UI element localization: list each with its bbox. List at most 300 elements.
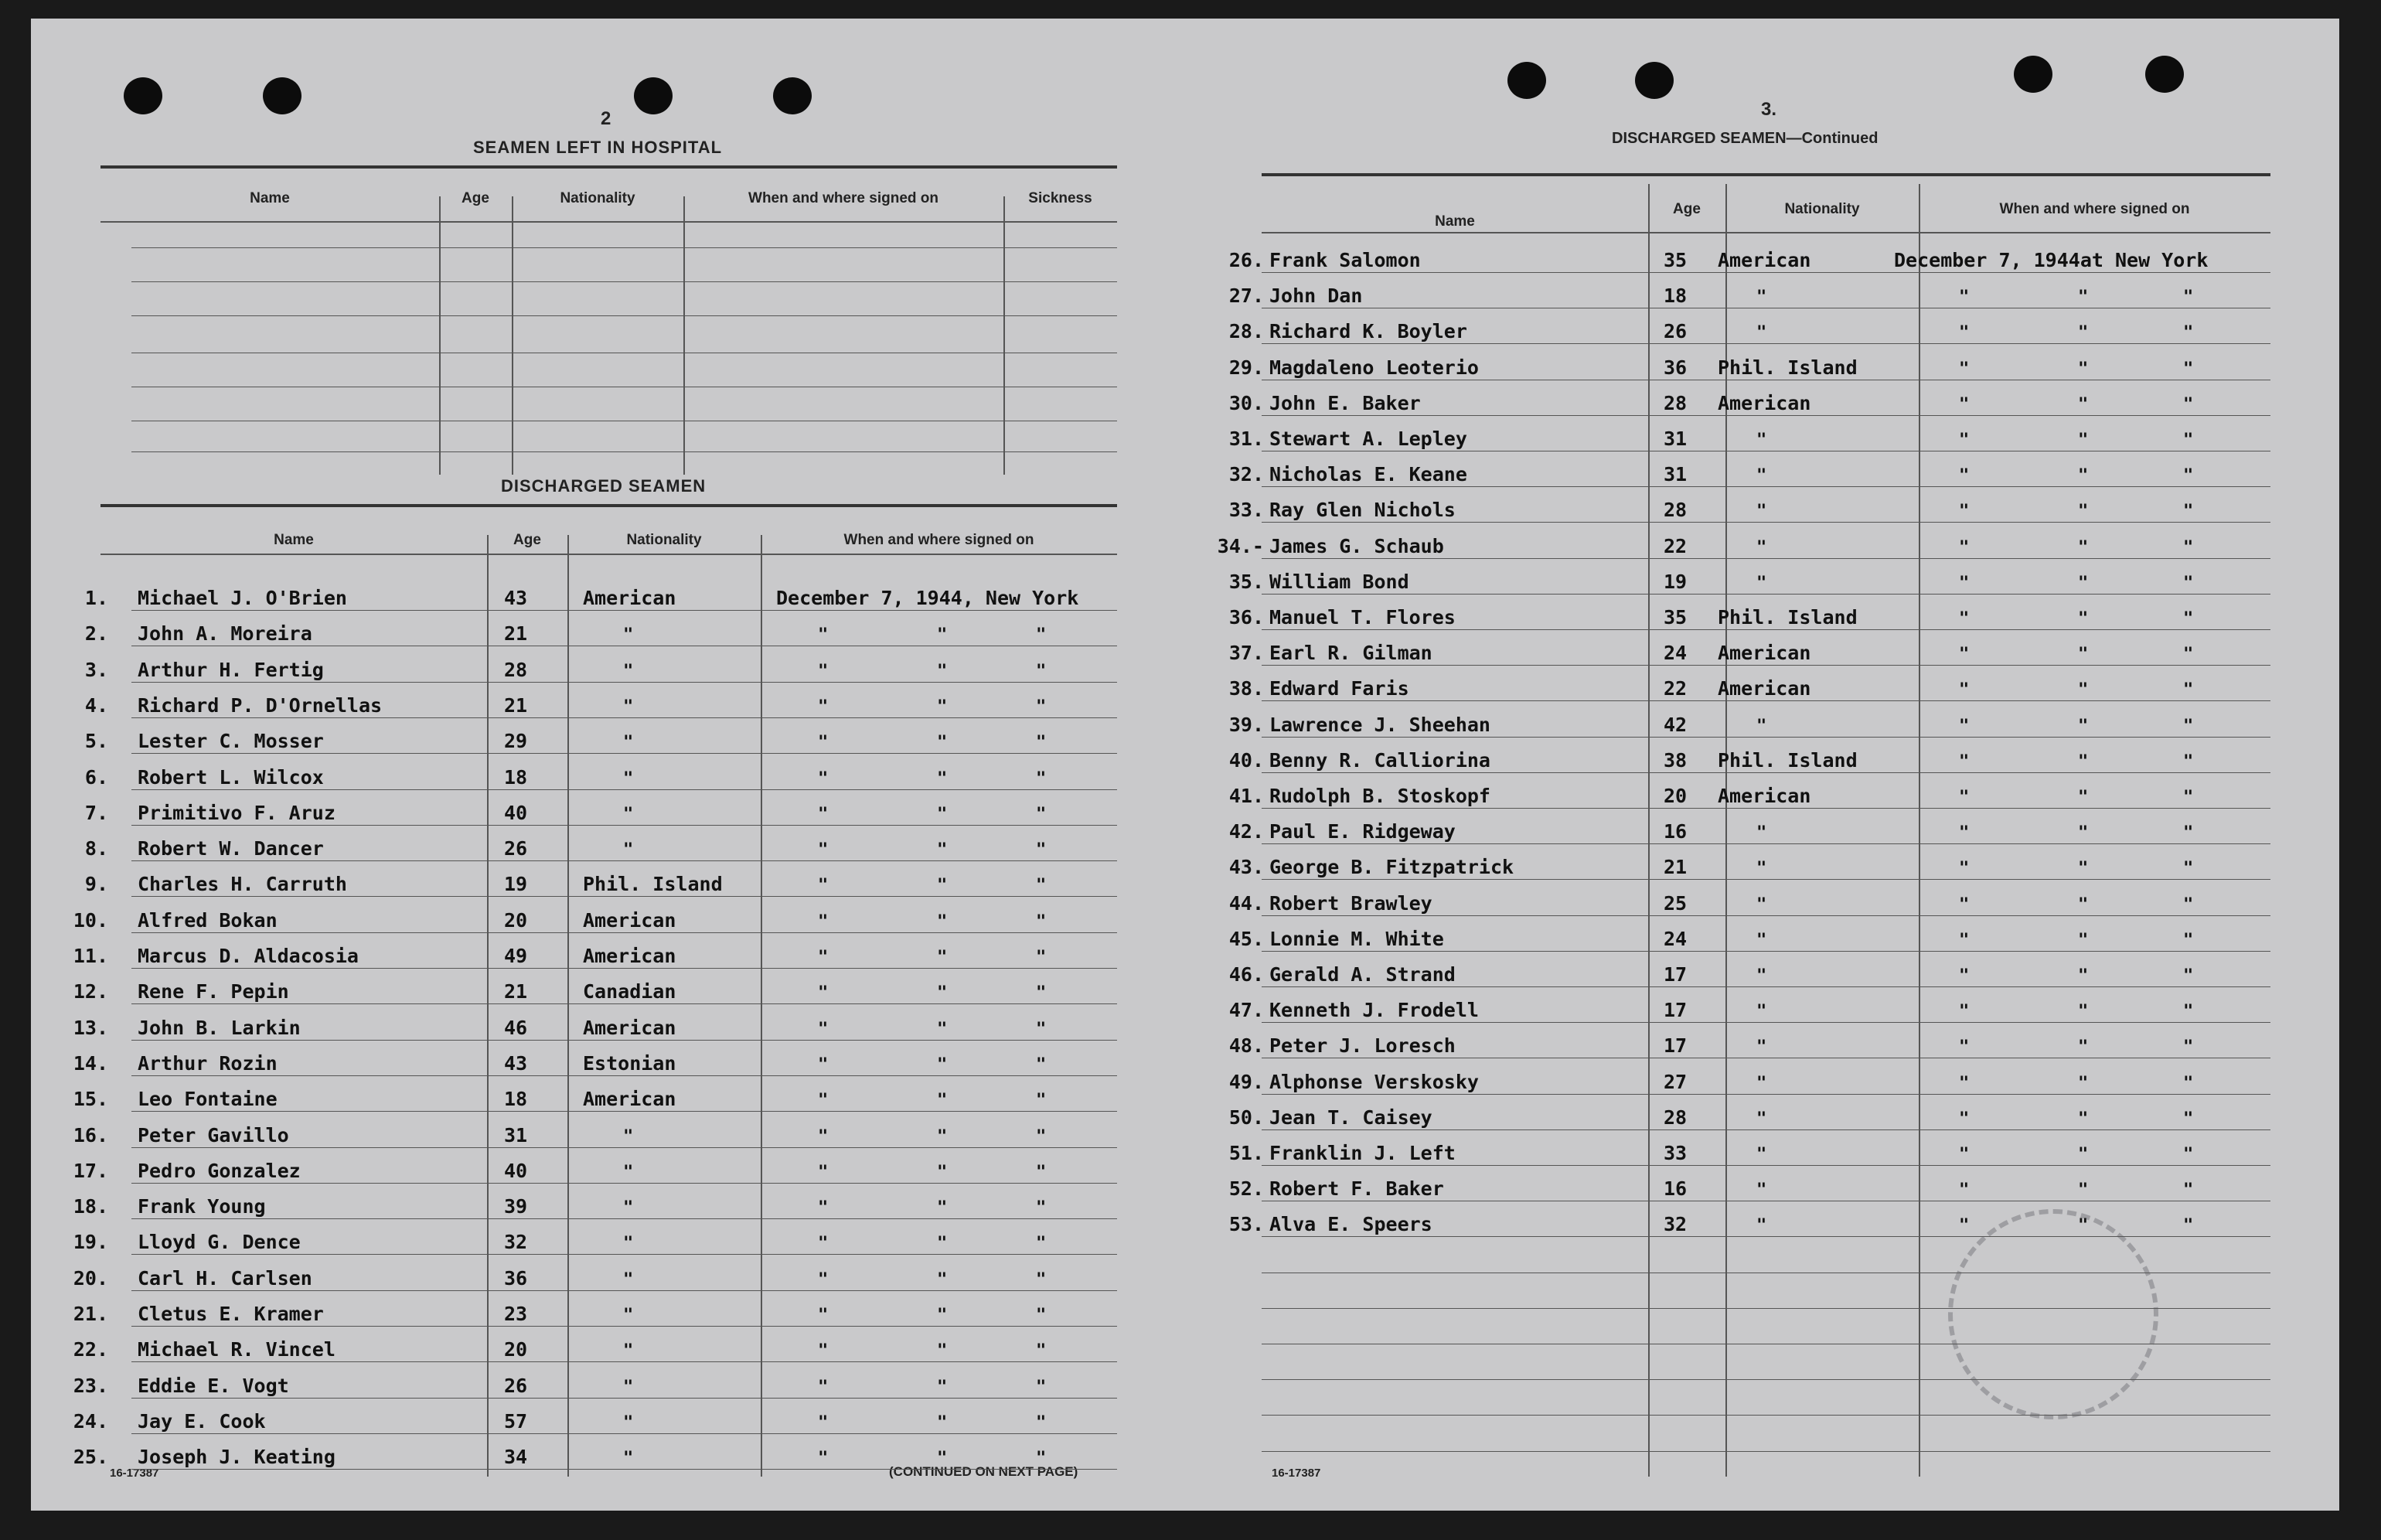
- ditto-mark: ": [937, 983, 948, 1003]
- row-number: 43.: [1228, 856, 1264, 879]
- ditto-mark: ": [818, 840, 829, 860]
- seaman-age: 27: [1664, 1070, 1688, 1093]
- seaman-age: 24: [1664, 927, 1688, 950]
- table-rule: [131, 247, 1117, 248]
- ditto-mark: ": [1756, 573, 1767, 593]
- ditto-mark: ": [1036, 1306, 1047, 1325]
- row-number: 21.: [73, 1303, 108, 1325]
- row-rule: [131, 968, 1117, 969]
- seaman-age: 21: [1664, 856, 1688, 879]
- row-rule: [1262, 558, 2270, 559]
- seaman-age: 21: [504, 693, 528, 717]
- ditto-mark: ": [1756, 1002, 1767, 1022]
- table-rule: [131, 451, 1117, 452]
- row-rule: [131, 753, 1117, 754]
- row-rule: [1262, 594, 2270, 595]
- ditto-mark: ": [1959, 859, 1970, 879]
- header-signed-on: When and where signed on: [748, 190, 938, 206]
- ditto-mark: ": [2078, 1037, 2089, 1058]
- ditto-mark: ": [818, 948, 829, 967]
- seaman-name: John Dan: [1269, 284, 1363, 308]
- row-number: 14.: [73, 1051, 108, 1075]
- row-number: 36.: [1228, 606, 1264, 629]
- row-number: 32.: [1228, 463, 1264, 486]
- seaman-age: 26: [504, 1374, 528, 1397]
- ditto-mark: ": [1036, 804, 1047, 824]
- row-number: 11.: [73, 945, 108, 967]
- ditto-mark: ": [1959, 680, 1970, 700]
- ditto-mark: ": [937, 1054, 948, 1075]
- ditto-mark: ": [1959, 1109, 1970, 1129]
- row-number: 24.: [73, 1409, 108, 1433]
- row-rule: [131, 1040, 1117, 1041]
- punch-hole: [2145, 56, 2184, 93]
- seaman-age: 31: [1664, 463, 1688, 486]
- ditto-mark: ": [818, 1341, 829, 1361]
- ditto-mark: ": [2078, 1145, 2089, 1164]
- ditto-mark: ": [1036, 1341, 1047, 1361]
- row-number: 25.: [73, 1446, 108, 1469]
- ditto-mark: ": [818, 1269, 829, 1290]
- ditto-mark: ": [818, 1162, 829, 1182]
- ditto-mark: ": [818, 804, 829, 824]
- ditto-mark: ": [1036, 1234, 1047, 1254]
- seaman-nationality: American: [1718, 249, 1811, 271]
- ditto-mark: ": [1036, 1377, 1047, 1397]
- seaman-nationality: Phil. Island: [1718, 748, 1858, 772]
- row-rule: [131, 1326, 1117, 1327]
- header-nationality: Nationality: [1784, 201, 1860, 217]
- form-number: 16-17387: [110, 1467, 159, 1480]
- ditto-mark: ": [623, 661, 634, 681]
- seaman-age: 24: [1664, 642, 1688, 665]
- seaman-name: Robert W. Dancer: [138, 837, 324, 860]
- ditto-mark: ": [818, 983, 829, 1003]
- seaman-age: 31: [1664, 428, 1688, 450]
- row-number: 44.: [1228, 891, 1264, 915]
- row-rule: [1262, 737, 2270, 738]
- ditto-mark: ": [2183, 466, 2194, 486]
- ditto-mark: ": [1756, 1216, 1767, 1236]
- seaman-age: 32: [504, 1231, 528, 1254]
- ditto-mark: ": [1036, 1091, 1047, 1111]
- ditto-mark: ": [937, 1377, 948, 1397]
- ditto-mark: ": [1756, 930, 1767, 950]
- row-number: 29.: [1228, 356, 1264, 379]
- row-number: 12.: [73, 980, 108, 1003]
- ditto-mark: ": [2183, 394, 2194, 414]
- form-number: 16-17387: [1272, 1467, 1321, 1480]
- row-rule: [131, 682, 1117, 683]
- ditto-mark: ": [937, 1198, 948, 1218]
- row-number: 2.: [84, 622, 108, 646]
- ditto-mark: ": [623, 840, 634, 860]
- row-number: 31.: [1228, 428, 1264, 450]
- row-rule: [131, 610, 1117, 611]
- seaman-nationality: American: [583, 945, 676, 967]
- seaman-age: 28: [1664, 1106, 1688, 1129]
- row-rule: [1262, 772, 2270, 773]
- row-rule: [131, 1183, 1117, 1184]
- row-rule: [1262, 843, 2270, 844]
- ditto-mark: ": [1959, 609, 1970, 629]
- table-rule: [131, 281, 1117, 282]
- ditto-mark: ": [2078, 1181, 2089, 1201]
- seaman-age: 26: [1664, 320, 1688, 343]
- signed-on: December 7, 1944, New York: [776, 587, 1079, 609]
- ditto-mark: ": [2183, 788, 2194, 807]
- seaman-name: Franklin J. Left: [1269, 1142, 1456, 1164]
- row-number: 27.: [1228, 284, 1264, 308]
- ditto-mark: ": [2078, 859, 2089, 879]
- seaman-nationality: Phil. Island: [1718, 606, 1858, 629]
- seaman-nationality: American: [1718, 785, 1811, 807]
- rule: [100, 554, 1117, 555]
- ditto-mark: ": [623, 1234, 634, 1254]
- ditto-mark: ": [623, 1341, 634, 1361]
- row-rule: [1262, 986, 2270, 987]
- ditto-mark: ": [818, 1234, 829, 1254]
- header-age: Age: [1673, 201, 1701, 217]
- ditto-mark: ": [818, 1377, 829, 1397]
- seaman-age: 43: [504, 1051, 528, 1075]
- ditto-mark: ": [818, 1306, 829, 1325]
- seaman-nationality: American: [1718, 642, 1811, 665]
- ditto-mark: ": [937, 1269, 948, 1290]
- ditto-mark: ": [1756, 859, 1767, 879]
- ditto-mark: ": [1959, 502, 1970, 522]
- column-divider: [567, 535, 569, 1477]
- ditto-mark: ": [937, 804, 948, 824]
- ditto-mark: ": [1959, 966, 1970, 986]
- seaman-name: Arthur H. Fertig: [138, 658, 324, 681]
- ditto-mark: ": [623, 1377, 634, 1397]
- row-rule: [1262, 808, 2270, 809]
- ditto-mark: ": [2078, 394, 2089, 414]
- ditto-mark: ": [1756, 466, 1767, 486]
- seaman-name: William Bond: [1269, 570, 1409, 593]
- row-rule: [131, 1218, 1117, 1219]
- ditto-mark: ": [2078, 288, 2089, 308]
- ditto-mark: ": [818, 1126, 829, 1146]
- row-number: 13.: [73, 1016, 108, 1039]
- row-rule: [131, 825, 1117, 826]
- seaman-name: Richard K. Boyler: [1269, 320, 1467, 343]
- row-rule: [131, 789, 1117, 790]
- seaman-age: 40: [504, 801, 528, 824]
- ditto-mark: ": [1756, 1109, 1767, 1129]
- seaman-name: Lloyd G. Dence: [138, 1231, 301, 1254]
- seaman-age: 26: [504, 837, 528, 860]
- row-number: 38.: [1228, 677, 1264, 700]
- seaman-name: Kenneth J. Frodell: [1269, 999, 1479, 1022]
- ditto-mark: ": [1959, 930, 1970, 950]
- seaman-age: 46: [504, 1016, 528, 1039]
- ditto-mark: ": [818, 625, 829, 646]
- seaman-name: Leo Fontaine: [138, 1088, 278, 1111]
- ditto-mark: ": [937, 1341, 948, 1361]
- ditto-mark: ": [937, 1306, 948, 1325]
- ditto-mark: ": [1959, 1216, 1970, 1236]
- seaman-name: Rene F. Pepin: [138, 980, 289, 1003]
- seaman-nationality: American: [583, 1088, 676, 1111]
- ditto-mark: ": [2078, 609, 2089, 629]
- seaman-age: 32: [1664, 1213, 1688, 1236]
- seaman-age: 18: [504, 765, 528, 789]
- row-number: 48.: [1228, 1034, 1264, 1058]
- row-rule: [1262, 665, 2270, 666]
- ditto-mark: ": [818, 876, 829, 896]
- empty-row-rule: [1262, 1379, 2270, 1380]
- seaman-nationality: Phil. Island: [1718, 356, 1858, 379]
- ditto-mark: ": [2183, 751, 2194, 772]
- ditto-mark: ": [1756, 966, 1767, 986]
- row-rule: [131, 1361, 1117, 1362]
- ditto-mark: ": [1959, 788, 1970, 807]
- column-divider: [683, 196, 685, 475]
- row-number: 47.: [1228, 999, 1264, 1022]
- row-number: 42.: [1228, 820, 1264, 843]
- row-number: 16.: [73, 1123, 108, 1146]
- ditto-mark: ": [2078, 323, 2089, 343]
- seaman-name: Carl H. Carlsen: [138, 1266, 312, 1290]
- seaman-name: Robert Brawley: [1269, 891, 1432, 915]
- punch-hole: [773, 77, 812, 114]
- ditto-mark: ": [818, 1198, 829, 1218]
- ditto-mark: ": [2078, 966, 2089, 986]
- seaman-name: Alphonse Verskosky: [1269, 1070, 1479, 1093]
- seaman-name: Jay E. Cook: [138, 1409, 266, 1433]
- ditto-mark: ": [2078, 466, 2089, 486]
- ditto-mark: ": [1036, 1019, 1047, 1039]
- row-rule: [1262, 272, 2270, 273]
- seaman-age: 20: [504, 908, 528, 932]
- ditto-mark: ": [2183, 1181, 2194, 1201]
- row-rule: [131, 896, 1117, 897]
- ditto-mark: ": [1756, 823, 1767, 843]
- row-number: 33.: [1228, 499, 1264, 522]
- header-name: Name: [274, 532, 314, 548]
- seaman-name: James G. Schaub: [1269, 534, 1444, 557]
- seaman-name: Lawrence J. Sheehan: [1269, 713, 1490, 736]
- ditto-mark: ": [1036, 840, 1047, 860]
- ditto-mark: ": [1756, 502, 1767, 522]
- seaman-name: Joseph J. Keating: [138, 1446, 336, 1469]
- ditto-mark: ": [818, 911, 829, 932]
- seaman-name: John E. Baker: [1269, 391, 1421, 414]
- row-number: 26.: [1228, 249, 1264, 271]
- seaman-age: 39: [504, 1195, 528, 1218]
- seaman-age: 20: [1664, 785, 1688, 807]
- ditto-mark: ": [2183, 573, 2194, 593]
- seaman-age: 19: [1664, 570, 1688, 593]
- row-number: 41.: [1228, 785, 1264, 807]
- ditto-mark: ": [818, 1091, 829, 1111]
- seaman-name: Robert L. Wilcox: [138, 765, 324, 789]
- ditto-mark: ": [2078, 788, 2089, 807]
- column-divider: [512, 196, 513, 475]
- ditto-mark: ": [937, 876, 948, 896]
- ditto-mark: ": [1036, 1269, 1047, 1290]
- ditto-mark: ": [1959, 288, 1970, 308]
- ditto-mark: ": [937, 661, 948, 681]
- ditto-mark: ": [2183, 359, 2194, 379]
- ditto-mark: ": [1959, 823, 1970, 843]
- row-number: 34.-: [1217, 534, 1264, 557]
- row-rule: [1262, 415, 2270, 416]
- ditto-mark: ": [1959, 573, 1970, 593]
- ditto-mark: ": [2183, 1002, 2194, 1022]
- seaman-name: Gerald A. Strand: [1269, 963, 1456, 986]
- row-rule: [131, 1111, 1117, 1112]
- seaman-age: 19: [504, 873, 528, 896]
- ditto-mark: ": [1036, 1126, 1047, 1146]
- ditto-mark: ": [1036, 1162, 1047, 1182]
- seaman-age: 38: [1664, 748, 1688, 772]
- signed-on: December 7, 1944at New York: [1894, 249, 2209, 271]
- row-number: 17.: [73, 1159, 108, 1182]
- row-number: 3.: [84, 658, 108, 681]
- ditto-mark: ": [2078, 537, 2089, 557]
- ditto-mark: ": [1756, 1037, 1767, 1058]
- ditto-mark: ": [1036, 697, 1047, 717]
- ditto-mark: ": [1756, 537, 1767, 557]
- row-number: 15.: [73, 1088, 108, 1111]
- ditto-mark: ": [1959, 359, 1970, 379]
- row-rule: [131, 1398, 1117, 1399]
- row-rule: [1262, 343, 2270, 344]
- ditto-mark: ": [623, 733, 634, 753]
- row-number: 20.: [73, 1266, 108, 1290]
- rule: [1262, 173, 2270, 176]
- ditto-mark: ": [2183, 1216, 2194, 1236]
- ditto-mark: ": [937, 1126, 948, 1146]
- seaman-name: Stewart A. Lepley: [1269, 428, 1467, 450]
- ditto-mark: ": [818, 1412, 829, 1433]
- seaman-age: 23: [504, 1303, 528, 1325]
- row-rule: [1262, 1129, 2270, 1130]
- seaman-name: Pedro Gonzalez: [138, 1159, 301, 1182]
- row-number: 4.: [84, 693, 108, 717]
- seaman-name: Magdaleno Leoterio: [1269, 356, 1479, 379]
- row-number: 35.: [1228, 570, 1264, 593]
- ditto-mark: ": [1036, 911, 1047, 932]
- ditto-mark: ": [818, 661, 829, 681]
- seaman-name: Rudolph B. Stoskopf: [1269, 785, 1490, 807]
- seaman-age: 43: [504, 587, 528, 609]
- seaman-nationality: American: [583, 587, 676, 609]
- ditto-mark: ": [818, 1019, 829, 1039]
- seaman-name: John A. Moreira: [138, 622, 312, 646]
- document-sheet: [31, 19, 2339, 1511]
- ditto-mark: ": [2078, 573, 2089, 593]
- row-number: 5.: [84, 730, 108, 753]
- row-rule: [1262, 486, 2270, 487]
- seaman-name: Lonnie M. White: [1269, 927, 1444, 950]
- ditto-mark: ": [623, 1126, 634, 1146]
- seaman-age: 21: [504, 980, 528, 1003]
- seaman-age: 31: [504, 1123, 528, 1146]
- row-rule: [131, 1147, 1117, 1148]
- header-age: Age: [513, 532, 541, 548]
- seaman-name: Benny R. Calliorina: [1269, 748, 1490, 772]
- seaman-name: Earl R. Gilman: [1269, 642, 1432, 665]
- ditto-mark: ": [1756, 894, 1767, 915]
- seaman-age: 21: [504, 622, 528, 646]
- ditto-mark: ": [1959, 537, 1970, 557]
- ditto-mark: ": [1756, 1145, 1767, 1164]
- row-number: 18.: [73, 1195, 108, 1218]
- continued-note: (CONTINUED ON NEXT PAGE): [889, 1464, 1078, 1479]
- row-rule: [1262, 915, 2270, 916]
- seaman-name: Paul E. Ridgeway: [1269, 820, 1456, 843]
- ditto-mark: ": [818, 768, 829, 789]
- ditto-mark: ": [937, 625, 948, 646]
- ditto-mark: ": [818, 1449, 829, 1469]
- ditto-mark: ": [2078, 751, 2089, 772]
- seaman-age: 17: [1664, 1034, 1688, 1058]
- row-number: 51.: [1228, 1142, 1264, 1164]
- ditto-mark: ": [2183, 966, 2194, 986]
- seaman-age: 49: [504, 945, 528, 967]
- punch-hole: [1635, 62, 1674, 99]
- seaman-name: Manuel T. Flores: [1269, 606, 1456, 629]
- row-rule: [1262, 879, 2270, 880]
- seaman-nationality: Phil. Island: [583, 873, 723, 896]
- seaman-age: 57: [504, 1409, 528, 1433]
- ditto-mark: ": [1756, 323, 1767, 343]
- seaman-age: 34: [504, 1446, 528, 1469]
- ditto-mark: ": [937, 840, 948, 860]
- row-number: 30.: [1228, 391, 1264, 414]
- row-number: 49.: [1228, 1070, 1264, 1093]
- row-rule: [131, 1433, 1117, 1434]
- ditto-mark: ": [1959, 1002, 1970, 1022]
- ditto-mark: ": [2078, 645, 2089, 665]
- row-number: 6.: [84, 765, 108, 789]
- header-age: Age: [462, 190, 489, 206]
- row-rule: [1262, 1165, 2270, 1166]
- seaman-name: Michael J. O'Brien: [138, 587, 347, 609]
- ditto-mark: ": [2183, 1145, 2194, 1164]
- ditto-mark: ": [1959, 1145, 1970, 1164]
- ditto-mark: ": [1756, 1073, 1767, 1093]
- column-divider: [439, 196, 441, 475]
- ditto-mark: ": [1959, 466, 1970, 486]
- row-rule: [131, 860, 1117, 861]
- ditto-mark: ": [1959, 1181, 1970, 1201]
- header-signed-on: When and where signed on: [843, 532, 1034, 548]
- ditto-mark: ": [2078, 1073, 2089, 1093]
- column-divider: [1648, 184, 1650, 1477]
- seaman-name: Alfred Bokan: [138, 908, 278, 932]
- ditto-mark: ": [623, 625, 634, 646]
- seaman-name: Frank Salomon: [1269, 249, 1421, 271]
- ditto-mark: ": [1959, 1037, 1970, 1058]
- ditto-mark: ": [2078, 431, 2089, 450]
- seaman-age: 16: [1664, 1177, 1688, 1201]
- ditto-mark: ": [1959, 894, 1970, 915]
- ditto-mark: ": [2183, 502, 2194, 522]
- table-rule: [131, 315, 1117, 316]
- seaman-age: 35: [1664, 606, 1688, 629]
- row-rule: [1262, 951, 2270, 952]
- ditto-mark: ": [2183, 1037, 2194, 1058]
- seaman-name: Michael R. Vincel: [138, 1338, 336, 1361]
- ditto-mark: ": [2183, 859, 2194, 879]
- ditto-mark: ": [2078, 502, 2089, 522]
- row-rule: [131, 1075, 1117, 1076]
